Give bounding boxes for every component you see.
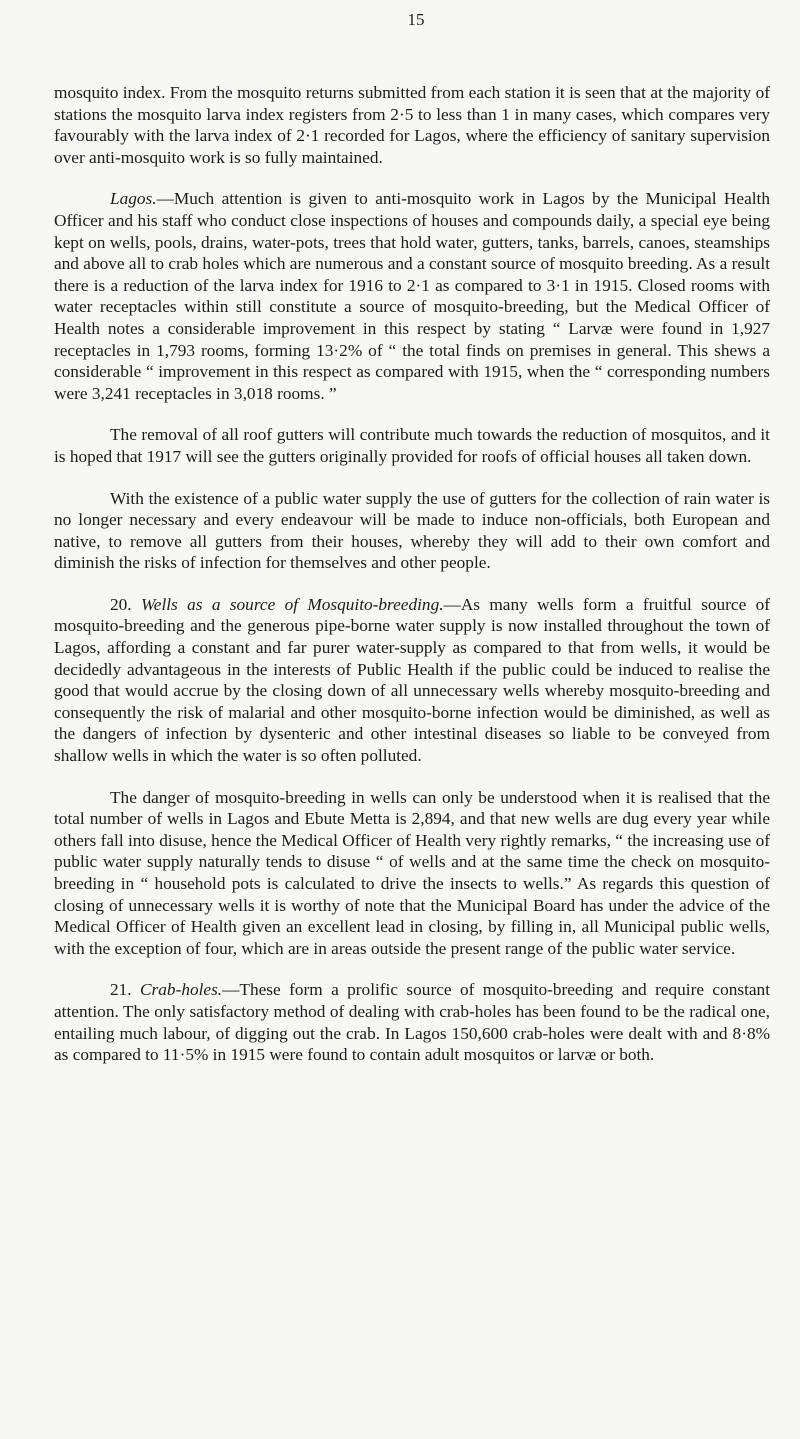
section-number-20: 20. bbox=[110, 594, 132, 614]
paragraph-text: —These form a prolific source of mosquito-breeding and require constant attention. The only satisfactory method of dealing with crab-holes has been found to be the radical one, entailing much labour, of digging out the crab. In Lagos 150,600 crab-holes were dealt with and 8·8% as compared to 11·5% in 1915 were found to contain adult mosquitos or larvæ or both. bbox=[54, 980, 770, 1065]
paragraph-text: With the existence of a public water supply the use of gutters for the collection of rain water is no longer necessary and every endeavour will be made to induce non-officials, both European and native, to remove all gutters from their houses, whereby they will add to their own comfort and diminish the risks of infection for themselves and other people. bbox=[54, 488, 770, 573]
paragraph-public-water-supply bbox=[54, 488, 770, 574]
section-lead-crab-holes: Crab-holes. bbox=[140, 980, 223, 1000]
paragraph-wells-danger bbox=[54, 787, 770, 960]
paragraph-text: The danger of mosquito-breeding in wells can only be understood when it is realised that the total number of wells in Lagos and Ebute Metta is 2,894, and that new wells are dug every year while others fall into disuse, hence the Medical Officer of Health very rightly remarks, “ the increasing use of public water supply naturally tends to disuse “ of wells and at the same time the check on mosquito-breeding in “ household pots is calculated to drive the insects to wells.” As regards this question of closing of unnecessary wells it is worthy of note that the Municipal Board has under the advice of the Medical Officer of Health given an excellent lead in closing, by filling in, all Municipal public wells, with the exception of four, which are in areas outside the present range of the public water service. bbox=[54, 787, 770, 958]
paragraph-lagos bbox=[54, 188, 770, 404]
section-lead-lagos: Lagos. bbox=[110, 189, 157, 209]
paragraph-text: The removal of all roof gutters will contribute much towards the reduction of mosquitos, and it is hoped that 1917 will see the gutters originally provided for roofs of official houses all taken down. bbox=[54, 425, 770, 466]
paragraph-text: mosquito index. From the mosquito returns submitted from each station it is seen that at the majority of stations the mosquito larva index registers from 2·5 to less than 1 in many cases, which compares very favourably with the larva index of 2·1 recorded for Lagos, where the efficiency of sanitary supervision over anti-mosquito work is so fully maintained. bbox=[54, 83, 770, 167]
paragraph-text: —Much attention is given to anti-mosquito work in Lagos by the Municipal Health Officer and his staff who conduct close inspections of houses and compounds daily, a special eye being kept on wells, pools, drains, water-pots, trees that hold water, gutters, tanks, barrels, canoes, steamships and above all to crab holes which are numerous and a constant source of mosquito breeding. As a result there is a reduction of the larva index for 1916 to 2·1 as compared to 3·1 in 1915. Closed rooms with water receptacles within still constitute a source of mosquito-breeding, but the Medical Officer of Health notes a considerable improvement in this respect by stating “ Larvæ were found in 1,927 receptacles in 1,793 rooms, forming 13·2% of “ the total finds on premises in general. This shews a considerable “ improvement in this respect as compared with 1915, when the “ corresponding numbers were 3,241 receptacles in 3,018 rooms. ” bbox=[54, 189, 770, 403]
document-page bbox=[54, 10, 770, 1410]
paragraph-wells bbox=[54, 594, 770, 767]
section-number-21: 21. bbox=[110, 980, 132, 1000]
paragraph-crab-holes bbox=[54, 979, 770, 1065]
paragraph-text: —As many wells form a fruitful source of mosquito-breeding and the generous pipe-borne water supply is now installed throughout the town of Lagos, affording a constant and far purer water-supply as compared to that from wells, it would be decidedly advantageous in the interests of Public Health if the public could be induced to realise the good that would accrue by the closing down of all unnecessary wells whereby mosquito-breeding and consequently the risk of malarial and other mosquito-borne infection would be diminished, as well as the dangers of infection by dysenteric and other intestinal diseases so liable to be conveyed from shallow wells in which the water is so often polluted. bbox=[54, 594, 771, 766]
paragraph-roof-gutters bbox=[54, 424, 770, 467]
paragraph-mosquito-index bbox=[54, 82, 770, 168]
section-lead-wells: Wells as a source of Mosquito-breeding. bbox=[140, 594, 444, 614]
page-number: 15 bbox=[407, 10, 425, 29]
